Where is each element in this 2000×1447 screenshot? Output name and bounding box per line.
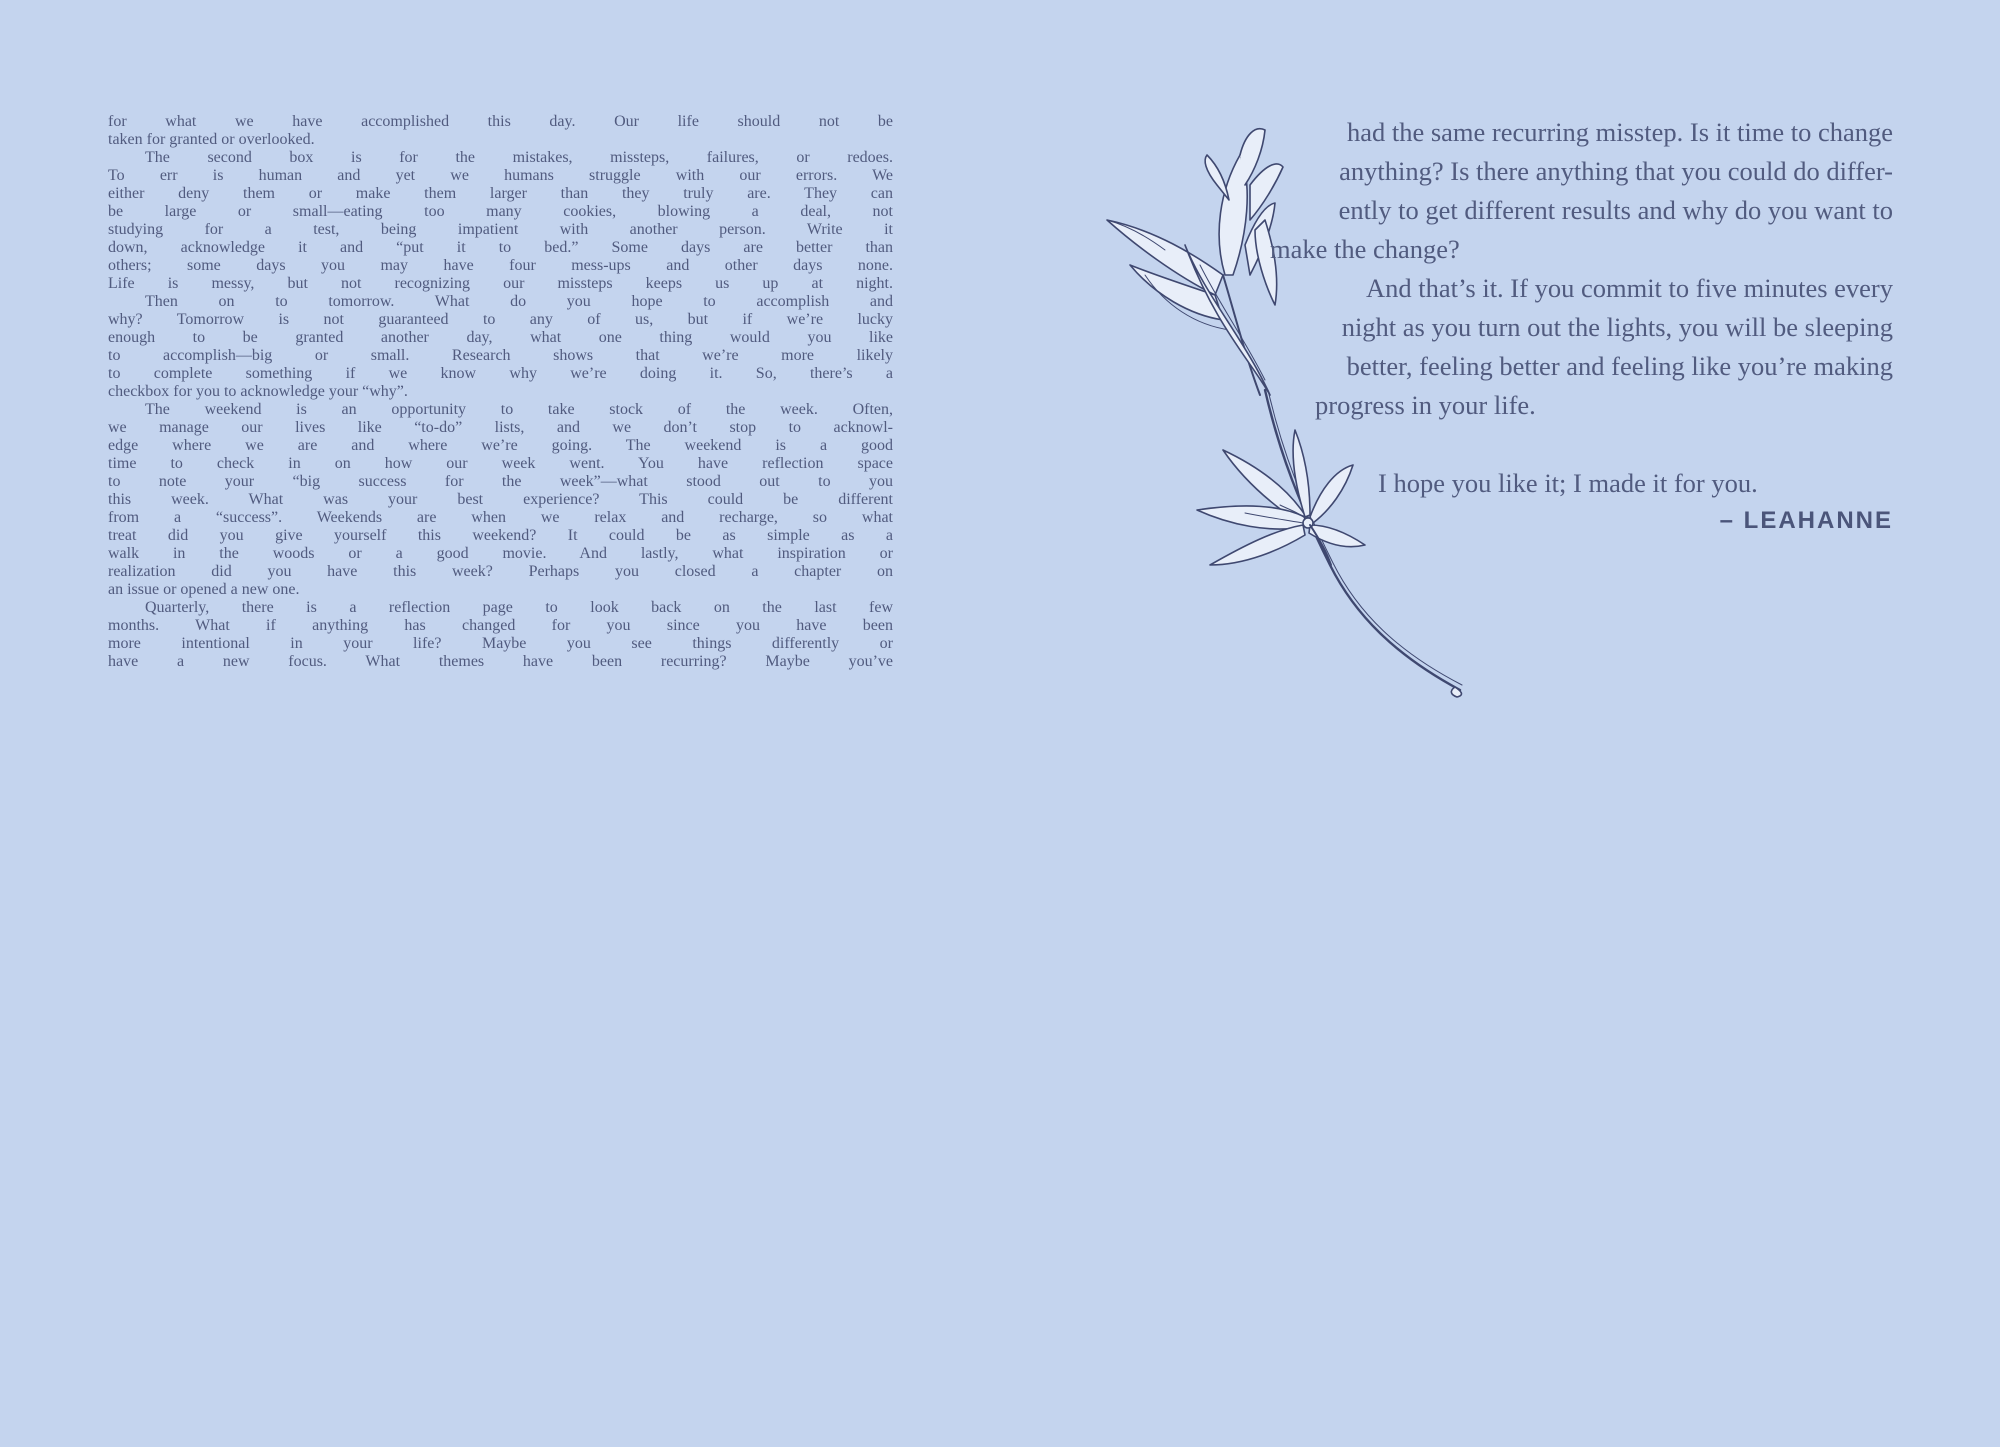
text-line: this week. What was your best experience? This could be different (108, 491, 893, 508)
text-line: walk in the woods or a good movie. And lastly, what inspiration or (108, 545, 893, 562)
text-line: Then on to tomorrow. What do you hope to accomplish and (145, 293, 893, 310)
text-line: others; some days you may have four mess-ups and other days none. (108, 257, 893, 274)
text-line: an issue or opened a new one. (108, 581, 300, 598)
text-line: And that’s it. If you commit to five minutes every (1366, 273, 1893, 303)
text-line: enough to be granted another day, what one thing would you like (108, 329, 893, 346)
text-line: better, feeling better and feeling like you’re making (1346, 351, 1893, 381)
text-line: taken for granted or overlooked. (108, 131, 315, 148)
text-line: be large or small—eating too many cookies, blowing a deal, not (108, 203, 893, 220)
text-line: down, acknowledge it and “put it to bed.” Some days are better than (108, 239, 893, 256)
text-line: for what we have accomplished this day. Our life should not be (108, 113, 893, 130)
text-line: make the change? (1270, 234, 1460, 264)
text-line: either deny them or make them larger than they truly are. They can (108, 185, 893, 202)
text-line: Quarterly, there is a reflection page to look back on the last few (145, 599, 893, 616)
text-line: anything? Is there anything that you could do differ- (1339, 156, 1893, 186)
text-line: to complete something if we know why we’re doing it. So, there’s a (108, 365, 893, 382)
author-signature: – LEAHANNE (1719, 507, 1893, 534)
text-line: ently to get different results and why do you want to (1338, 195, 1893, 225)
text-line: treat did you give yourself this weekend? It could be as simple as a (108, 527, 893, 544)
text-line: had the same recurring misstep. Is it time to change (1346, 117, 1893, 147)
text-line: more intentional in your life? Maybe you see things differently or (108, 635, 893, 652)
text-line: progress in your life. (1315, 390, 1536, 420)
text-line: have a new focus. What themes have been recurring? Maybe you’ve (108, 653, 893, 670)
text-line: To err is human and yet we humans struggle with our errors. We (108, 167, 893, 184)
left-page (108, 113, 893, 671)
text-line: Life is messy, but not recognizing our missteps keeps us up at night. (108, 275, 893, 292)
text-line: time to check in on how our week went. You have reflection space (108, 455, 893, 472)
text-line: realization did you have this week? Perhaps you closed a chapter on (108, 563, 893, 580)
text-line: edge where we are and where we’re going. The weekend is a good (108, 437, 893, 454)
text-line: from a “success”. Weekends are when we relax and recharge, so what (108, 509, 893, 526)
text-line: we manage our lives like “to-do” lists, and we don’t stop to acknowl- (108, 419, 893, 436)
text-line: why? Tomorrow is not guaranteed to any of us, but if we’re lucky (108, 311, 893, 328)
right-page (1268, 113, 1893, 425)
closing-line: I hope you like it; I made it for you. (1378, 468, 1758, 498)
text-line: The weekend is an opportunity to take stock of the week. Often, (145, 401, 893, 418)
text-line: checkbox for you to acknowledge your “why”. (108, 383, 408, 400)
text-line: night as you turn out the lights, you will be sleeping (1341, 312, 1893, 342)
text-line: to accomplish—big or small. Research shows that we’re more likely (108, 347, 893, 364)
text-line: months. What if anything has changed for you since you have been (108, 617, 893, 634)
text-line: to note your “big success for the week”—what stood out to you (108, 473, 893, 490)
text-line: studying for a test, being impatient with another person. Write it (108, 221, 893, 238)
text-line: The second box is for the mistakes, missteps, failures, or redoes. (145, 149, 893, 166)
